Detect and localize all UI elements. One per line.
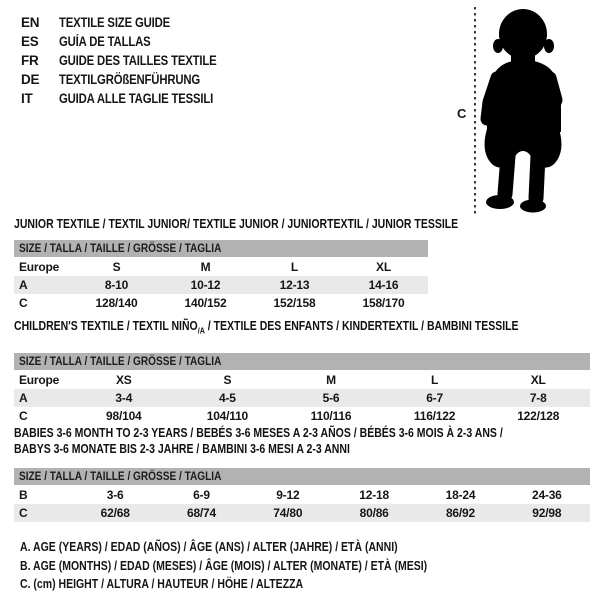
language-label: GUIDE DES TAILLES TEXTILE	[59, 53, 217, 68]
table-row	[14, 504, 590, 522]
language-row	[21, 89, 247, 108]
language-code: FR	[21, 53, 39, 68]
size-cell: 104/110	[206, 408, 249, 423]
size-cell: XS	[115, 372, 132, 387]
size-cell: 98/104	[106, 408, 142, 423]
language-label: TEXTILE SIZE GUIDE	[59, 15, 171, 30]
table-row	[14, 389, 590, 407]
language-row	[21, 70, 247, 89]
size-cell: 7-8	[529, 390, 547, 405]
language-label: GUIDA ALLE TAGLIE TESSILI	[59, 91, 214, 106]
table-row	[14, 294, 428, 312]
table-row	[14, 486, 590, 504]
size-cell: 3-6	[106, 488, 124, 502]
size-cell: 5-6	[322, 390, 340, 405]
size-cell: 158/170	[362, 296, 405, 310]
size-header-bar: SIZE / TALLA / TAILLE / GRÖSSE / TAGLIA	[14, 240, 428, 257]
size-cell: 14-16	[368, 278, 399, 292]
children-size-table	[14, 371, 590, 425]
size-cell: S	[223, 372, 232, 387]
size-cell: 128/140	[95, 296, 138, 310]
footnote-b: B. AGE (MONTHS) / EDAD (MESES) / ÂGE (MOIS) / ALTER (MONATE) / ETÀ (MESI)	[20, 558, 428, 573]
language-row	[21, 32, 247, 51]
size-cell: XL	[376, 260, 391, 274]
row-label: C	[19, 408, 28, 423]
size-cell: 9-12	[276, 488, 300, 502]
table-row	[14, 258, 428, 276]
row-label: A	[19, 390, 28, 405]
size-cell: 74/80	[273, 506, 303, 520]
babies-size-table	[14, 486, 590, 522]
junior-table-title: JUNIOR TEXTILE / TEXTIL JUNIOR/ TEXTILE JUNIOR / JUNIORTEXTIL / JUNIOR TESSILE	[14, 217, 459, 231]
row-label: C	[19, 506, 28, 520]
row-label: C	[19, 296, 28, 310]
size-cell: L	[431, 372, 439, 387]
size-cell: S	[112, 260, 121, 274]
babies-table-title: BABIES 3-6 MONTH TO 2-3 YEARS / BEBÉS 3-6 MESES A 2-3 AÑOS / BÉBÉS 3-6 MOIS À 2-3 ANS / BABYS 3-6 MONATE BIS 2-3 JAHRE / BAMBINI 3-6 MESI A 2-3 ANNI	[14, 426, 503, 456]
size-cell: 18-24	[445, 488, 476, 502]
size-header-bar: SIZE / TALLA / TAILLE / GRÖSSE / TAGLIA	[14, 468, 590, 485]
size-cell: 68/74	[186, 506, 216, 520]
size-cell: 12-13	[279, 278, 310, 292]
size-cell: 12-18	[359, 488, 389, 502]
language-label: GUÍA DE TALLAS	[59, 34, 151, 49]
size-cell: 8-10	[104, 278, 129, 292]
baby-silhouette	[480, 6, 575, 216]
size-cell: XL	[530, 372, 546, 387]
size-cell: L	[290, 260, 299, 274]
size-cell: 4-5	[219, 390, 236, 405]
babies-section	[14, 425, 590, 522]
size-cell: 3-4	[115, 390, 133, 405]
size-cell: 116/122	[413, 408, 456, 423]
size-cell: 62/68	[100, 506, 130, 520]
language-code: ES	[21, 34, 39, 49]
row-label: Europe	[19, 372, 60, 387]
size-cell: 86/92	[445, 506, 475, 520]
height-figure	[452, 5, 600, 220]
size-cell: 122/128	[517, 408, 560, 423]
language-row	[21, 13, 247, 32]
row-label: Europe	[19, 260, 60, 274]
size-cell: 10-12	[190, 278, 221, 292]
size-cell: 140/152	[184, 296, 227, 310]
measure-label-c: C	[457, 106, 467, 121]
size-cell: 6-9	[193, 488, 210, 502]
size-header-bar: SIZE / TALLA / TAILLE / GRÖSSE / TAGLIA	[14, 353, 590, 370]
size-cell: M	[200, 260, 211, 274]
row-label: B	[19, 488, 28, 502]
footnote-legend	[20, 538, 505, 594]
language-code: IT	[21, 91, 33, 106]
row-label: A	[19, 278, 28, 292]
size-cell: 24-36	[531, 488, 562, 502]
size-cell: M	[326, 372, 336, 387]
children-section	[14, 319, 590, 425]
language-label: TEXTILGRÖßENFÜHRUNG	[59, 72, 201, 87]
junior-section	[14, 217, 459, 312]
table-row	[14, 407, 590, 425]
table-row	[14, 371, 590, 389]
size-cell: 110/116	[310, 408, 352, 423]
language-header	[21, 13, 247, 108]
size-cell: 92/98	[532, 506, 562, 520]
language-code: EN	[21, 15, 40, 30]
size-cell: 80/86	[359, 506, 389, 520]
junior-size-table	[14, 258, 428, 312]
table-row	[14, 276, 428, 294]
size-cell: 152/158	[273, 296, 316, 310]
footnote-c: C. (cm) HEIGHT / ALTURA / HAUTEUR / HÖHE / ALTEZZA	[20, 577, 304, 591]
footnote-a: A. AGE (YEARS) / EDAD (AÑOS) / ÂGE (ANS) / ALTER (JAHRE) / ETÀ (ANNI)	[20, 540, 398, 554]
children-table-title: CHILDREN'S TEXTILE / TEXTIL $NIÑO_{/A}$ / TEXTILE DES ENFANTS / KINDERTEXTIL / BAMBINI TESSILE	[14, 319, 519, 336]
language-code: DE	[21, 72, 40, 87]
language-row	[21, 51, 247, 70]
size-cell: 6-7	[426, 390, 443, 405]
height-measure-line	[474, 7, 476, 217]
